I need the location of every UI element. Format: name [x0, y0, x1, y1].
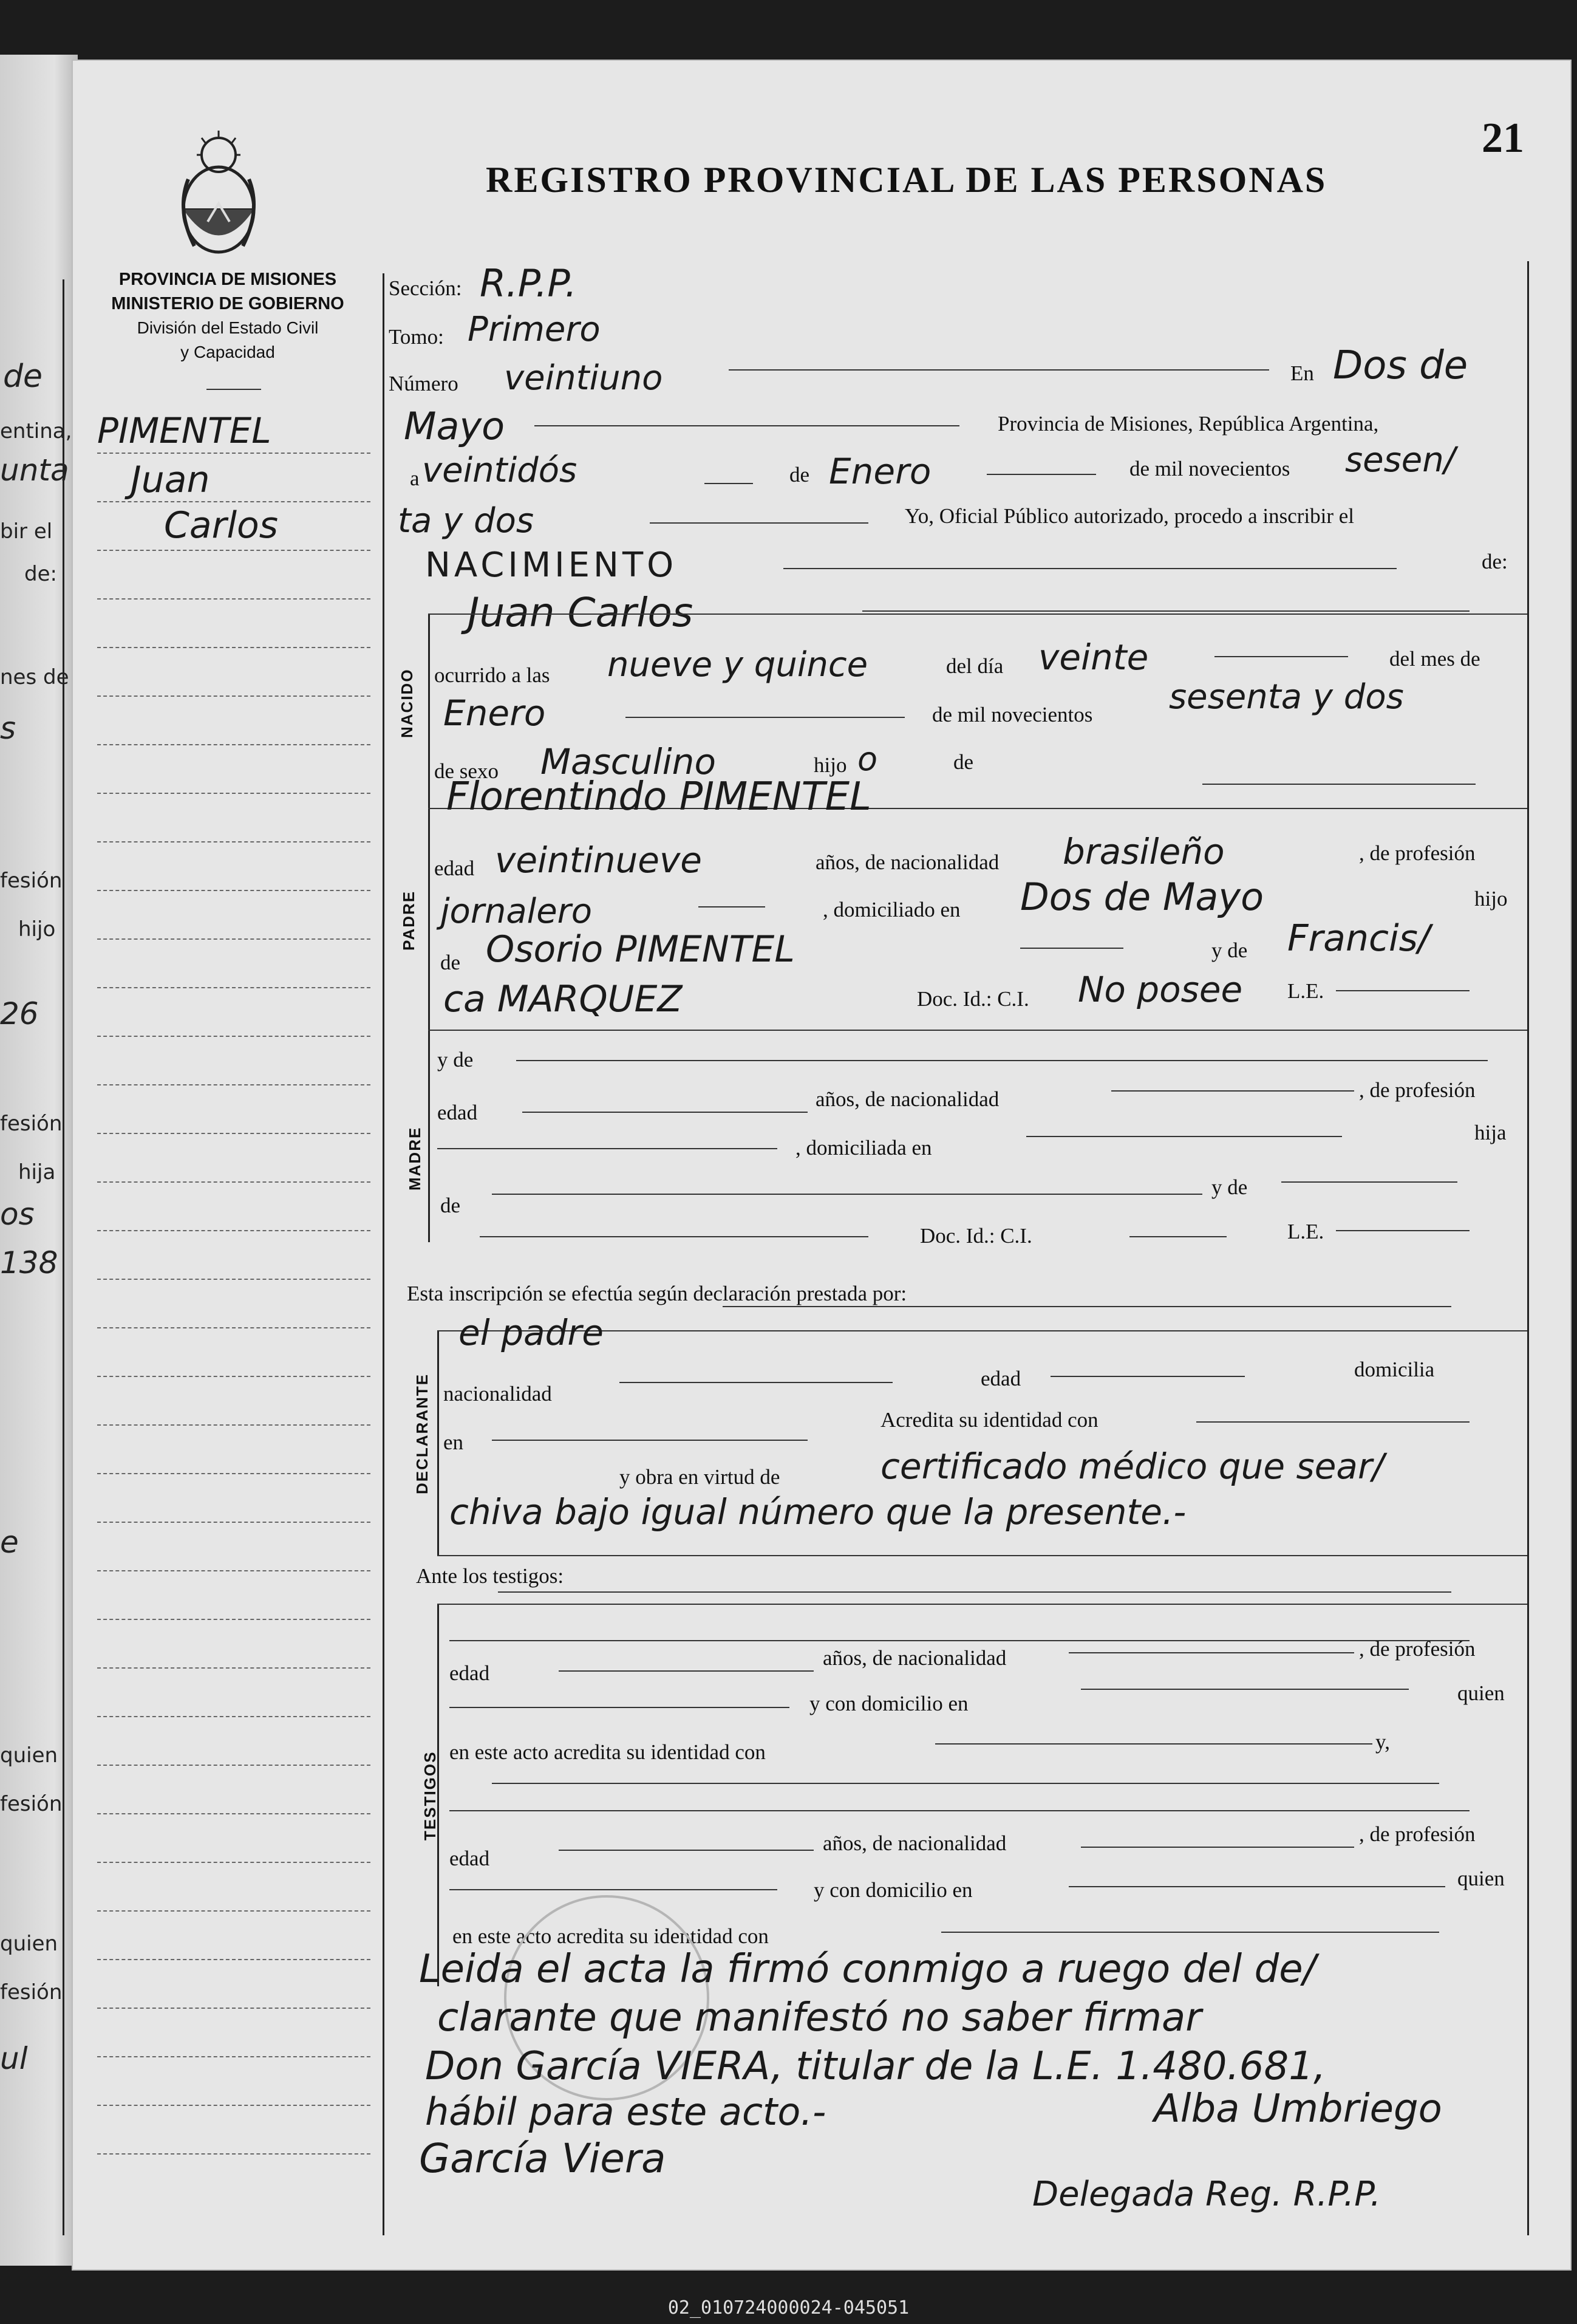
- fill-line: [862, 610, 1470, 612]
- month-value: Enero: [829, 451, 932, 492]
- fill-line: [1196, 1421, 1470, 1423]
- stub-line: [97, 1813, 370, 1814]
- stub-line: [97, 938, 370, 940]
- section-border: [437, 1330, 439, 1555]
- testigo1-edad-label: edad: [449, 1661, 490, 1685]
- stub-line: [97, 453, 370, 454]
- stub-line: [97, 695, 370, 697]
- declarante-section-label: DECLARANTE: [413, 1373, 431, 1494]
- ministry-label: MINISTERIO DE GOBIERNO: [111, 294, 344, 313]
- fill-line: [1336, 990, 1470, 991]
- official-statement: Yo, Oficial Público autorizado, procedo a inscribir el: [905, 504, 1355, 528]
- paternal-grandmother-cont: ca MARQUEZ: [443, 978, 683, 1020]
- fill-line: [1069, 1652, 1354, 1653]
- left-fragment: quien: [0, 1932, 58, 1956]
- left-fragment: quien: [0, 1743, 58, 1768]
- left-fragment: bir el: [0, 519, 53, 544]
- fill-line: [1129, 1236, 1227, 1237]
- stub-line: [97, 793, 370, 794]
- day-value: veintidós: [422, 451, 577, 490]
- fill-line: [1281, 1181, 1457, 1183]
- fill-line: [619, 1382, 893, 1383]
- father-name: Florentindo PIMENTEL: [446, 774, 871, 819]
- nacido-section-label: NACIDO: [398, 668, 416, 738]
- fill-line: [704, 483, 753, 484]
- fill-line: [1081, 1847, 1354, 1848]
- yde-label: y de: [1211, 938, 1248, 962]
- numero-label: Número: [389, 372, 458, 395]
- fill-line: [498, 1591, 1451, 1593]
- fill-line: [516, 1060, 1488, 1061]
- de-parent-label: de: [953, 750, 974, 774]
- act-value: NACIMIENTO: [425, 545, 678, 585]
- closing-line: clarante que manifestó no saber firmar: [437, 1995, 1202, 2040]
- stub-line: [97, 1570, 370, 1571]
- fill-line: [1051, 1376, 1245, 1377]
- stub-line: [97, 1716, 370, 1717]
- fill-line: [449, 1640, 1470, 1641]
- profesion-value: jornalero: [440, 892, 592, 931]
- fill-line: [1020, 948, 1123, 949]
- testigo2-nacionalidad-label: años, de nacionalidad: [823, 1831, 1007, 1855]
- left-fragment: nes de: [0, 665, 69, 689]
- fill-line: [783, 568, 1397, 569]
- left-fragment: hijo: [18, 917, 56, 942]
- testigo1-quien-label: quien: [1457, 1681, 1505, 1705]
- en-label: En: [1290, 361, 1314, 385]
- stub-line: [97, 1279, 370, 1280]
- testigos-intro: Ante los testigos:: [416, 1564, 564, 1588]
- testigo2-quien-label: quien: [1457, 1867, 1505, 1890]
- left-handwriting: e: [0, 1525, 19, 1560]
- stub-line: [97, 2105, 370, 2106]
- declarante-acredita-label: Acredita su identidad con: [880, 1408, 1098, 1432]
- declarante-obra-label: y obra en virtud de: [619, 1465, 780, 1489]
- witness-signature: García Viera: [419, 2135, 666, 2182]
- madre-de-label: de: [440, 1194, 461, 1217]
- fill-line: [449, 1810, 1470, 1811]
- left-fragment: fesión: [0, 1112, 63, 1136]
- official-title: Delegada Reg. R.P.P.: [1032, 2175, 1381, 2214]
- numero-value: veintiuno: [504, 358, 663, 398]
- closing-line: hábil para este acto.-: [425, 2090, 826, 2134]
- mil-born-label: de mil novecientos: [932, 703, 1093, 726]
- month-born-value: Enero: [443, 692, 546, 734]
- stub-line: [97, 987, 370, 988]
- seccion-label: Sección:: [389, 276, 462, 300]
- fill-line: [941, 1932, 1439, 1933]
- sexo-label: de sexo: [434, 759, 499, 783]
- declarante-domicilia-label: domicilia: [1354, 1358, 1435, 1381]
- fill-line: [1069, 1886, 1445, 1887]
- issuing-department: [85, 267, 370, 364]
- declarante-nacionalidad-label: nacionalidad: [443, 1382, 552, 1406]
- madre-yde2-label: y de: [1211, 1175, 1248, 1199]
- testigo1-acredita-label: en este acto acredita su identidad con: [449, 1740, 766, 1764]
- testigo2-profesion-label: , de profesión: [1359, 1822, 1476, 1846]
- fill-line: [449, 1889, 777, 1890]
- form-border-right: [1527, 261, 1529, 2235]
- testigo2-domicilio-label: y con domicilio en: [814, 1878, 973, 1902]
- division-label-2: y Capacidad: [180, 343, 275, 361]
- left-handwriting: 138: [0, 1245, 58, 1280]
- fill-line: [534, 425, 959, 426]
- stub-line: [97, 744, 370, 745]
- stub-line: [97, 890, 370, 891]
- left-handwriting: s: [0, 711, 16, 746]
- fill-line: [987, 474, 1096, 475]
- page-number: 21: [1482, 115, 1524, 162]
- madre-le-label: L.E.: [1287, 1220, 1324, 1243]
- fill-line: [698, 906, 765, 907]
- testigo1-domicilio-label: y con domicilio en: [809, 1692, 969, 1715]
- day-born-value: veinte: [1038, 637, 1149, 678]
- stub-line: [97, 2056, 370, 2057]
- left-fragment: fesión: [0, 1980, 63, 2004]
- closing-line: Don García VIERA, titular de la L.E. 1.480.681,: [425, 2044, 1326, 2089]
- margin-surname: PIMENTEL: [97, 410, 271, 451]
- left-fragment: fesión: [0, 869, 63, 893]
- stub-line: [97, 1522, 370, 1523]
- declarante-obra-value: certificado médico que sear/: [880, 1446, 1385, 1487]
- fill-line: [729, 369, 1269, 371]
- stub-line: [97, 501, 370, 502]
- padre-hijo-label: hijo: [1474, 887, 1508, 911]
- fill-line: [723, 1306, 1451, 1307]
- stub-line: [97, 1667, 370, 1669]
- coat-of-arms-icon: [170, 131, 267, 261]
- fill-line: [480, 1236, 868, 1237]
- sexo-value: Masculino: [540, 741, 716, 782]
- stub-line: [97, 1376, 370, 1377]
- child-name: Juan Carlos: [468, 589, 693, 636]
- official-signature: Alba Umbriego: [1154, 2086, 1442, 2131]
- stub-line: [97, 550, 370, 551]
- fill-line: [559, 1850, 814, 1851]
- stub-line: [97, 1230, 370, 1231]
- division-label: División del Estado Civil: [137, 318, 319, 337]
- stub-line: [97, 1862, 370, 1863]
- previous-page-edge: [0, 55, 78, 2266]
- en-value-cont: Mayo: [404, 404, 505, 448]
- form-border: [383, 273, 384, 2235]
- stub-line: [97, 598, 370, 600]
- stub-line: [97, 1133, 370, 1134]
- left-fragment: de: [3, 358, 43, 395]
- fill-line: [1026, 1136, 1342, 1137]
- declarante-intro: Esta inscripción se efectúa según declaración prestada por:: [407, 1282, 907, 1305]
- de-label: de: [789, 463, 810, 487]
- madre-nacionalidad-label: años, de nacionalidad: [816, 1087, 1000, 1111]
- testigo2-acredita-label: en este acto acredita su identidad con: [452, 1924, 769, 1948]
- dia-label: del día: [946, 654, 1004, 678]
- edad-label: edad: [434, 856, 475, 880]
- testigos-section-label: TESTIGOS: [421, 1751, 439, 1840]
- fill-line: [437, 1148, 777, 1149]
- madre-section-label: MADRE: [406, 1126, 424, 1191]
- fill-line: [449, 1707, 789, 1708]
- left-fragment: hija: [18, 1160, 56, 1184]
- mil-label: de mil novecientos: [1129, 457, 1290, 480]
- testigo1-nacionalidad-label: años, de nacionalidad: [823, 1646, 1007, 1670]
- fill-line: [935, 1743, 1372, 1745]
- fill-line: [1214, 656, 1348, 657]
- le-label: L.E.: [1287, 979, 1324, 1003]
- doc-label: Doc. Id.: C.I.: [917, 987, 1029, 1011]
- testigo1-y-label: y,: [1375, 1730, 1390, 1754]
- doc-value: No posee: [1078, 969, 1243, 1010]
- mes-label: del mes de: [1389, 647, 1480, 671]
- left-fragment: entina,: [0, 419, 72, 443]
- margin-first-name: Juan: [131, 459, 210, 501]
- stub-border: [63, 279, 64, 2235]
- madre-edad-label: edad: [437, 1101, 478, 1124]
- paternal-grandfather: Osorio PIMENTEL: [486, 928, 795, 971]
- declarante-en-label: en: [443, 1430, 464, 1454]
- de-colon-label: de:: [1482, 550, 1508, 573]
- left-fragment: fesión: [0, 1792, 63, 1816]
- hour-value: nueve y quince: [607, 645, 868, 685]
- province-text: Provincia de Misiones, República Argentina,: [998, 412, 1379, 436]
- seccion-value: R.P.P.: [480, 261, 577, 306]
- fill-line: [559, 1670, 814, 1672]
- stub-line: [97, 1084, 370, 1085]
- fill-line: [492, 1440, 808, 1441]
- left-fragment: de:: [24, 562, 57, 586]
- tomo-value: Primero: [468, 310, 601, 349]
- declarante-obra-value-cont: chiva bajo igual número que la presente.-: [449, 1491, 1187, 1533]
- stub-line: [97, 1036, 370, 1037]
- stub-line: [97, 1619, 370, 1620]
- nacionalidad-label: años, de nacionalidad: [816, 850, 1000, 874]
- section-rule: [437, 1555, 1527, 1556]
- stub-line: [97, 2008, 370, 2009]
- year-born-value: sesenta y dos: [1169, 677, 1404, 717]
- nacionalidad-value: brasileño: [1063, 831, 1225, 872]
- madre-yde-label: y de: [437, 1048, 474, 1071]
- declarante-edad-label: edad: [981, 1367, 1021, 1390]
- stub-line: [97, 1424, 370, 1426]
- fill-line: [522, 1112, 808, 1113]
- domicilio-label: , domiciliado en: [823, 898, 961, 921]
- madre-doc-label: Doc. Id.: C.I.: [920, 1224, 1032, 1248]
- de-label: de: [440, 951, 461, 974]
- madre-profesion-label: , de profesión: [1359, 1078, 1476, 1102]
- year-value: sesen/: [1345, 440, 1456, 480]
- madre-domicilio-label: , domiciliada en: [795, 1136, 932, 1160]
- fill-line: [650, 522, 868, 524]
- fill-line: [1111, 1090, 1354, 1092]
- province-label: PROVINCIA DE MISIONES: [118, 270, 337, 289]
- fill-line: [1336, 1230, 1470, 1231]
- section-rule: [437, 1604, 1527, 1605]
- madre-hija-label: hija: [1474, 1121, 1507, 1144]
- stub-line: [97, 647, 370, 648]
- profesion-label: , de profesión: [1359, 841, 1476, 865]
- stub-line: [97, 841, 370, 842]
- fill-line: [492, 1783, 1439, 1784]
- stub-line: [97, 1959, 370, 1960]
- a-label: a: [410, 467, 420, 490]
- ocurrido-label: ocurrido a las: [434, 663, 550, 687]
- paternal-grandmother: Francis/: [1287, 917, 1431, 960]
- stub-line: [97, 1181, 370, 1183]
- padre-section-label: PADRE: [400, 890, 418, 951]
- section-rule: [428, 1030, 1527, 1031]
- tomo-label: Tomo:: [389, 325, 444, 349]
- declarante-value: el padre: [458, 1312, 604, 1353]
- hijo-label: hijo: [814, 753, 847, 777]
- stub-line: [97, 1473, 370, 1474]
- page-title: REGISTRO PROVINCIAL DE LAS PERSONAS: [486, 160, 1327, 200]
- fill-line: [625, 717, 905, 718]
- margin-second-name: Carlos: [164, 504, 278, 547]
- left-handwriting: os: [0, 1197, 35, 1232]
- closing-line: Leida el acta la firmó conmigo a ruego del de/: [419, 1947, 1316, 1992]
- edad-value: veintinueve: [495, 839, 702, 881]
- left-handwriting: 26: [0, 996, 39, 1031]
- register-sheet: [72, 60, 1572, 2271]
- testigo2-edad-label: edad: [449, 1847, 490, 1870]
- section-border: [428, 613, 430, 1242]
- left-handwriting: ul: [0, 2041, 28, 2076]
- document-id: 02_010724000024-045051: [667, 2297, 910, 2319]
- fill-line: [1202, 784, 1476, 785]
- domicilio-value: Dos de Mayo: [1020, 875, 1264, 919]
- stub-line: [97, 1765, 370, 1766]
- stub-line: [97, 1327, 370, 1328]
- section-rule: [428, 613, 1527, 615]
- left-handwriting: unta: [0, 453, 69, 488]
- hijo-value: o: [857, 740, 878, 778]
- stub-line: [97, 1910, 370, 1912]
- en-value: Dos de: [1333, 343, 1468, 388]
- fill-line: [1081, 1689, 1409, 1690]
- fill-line: [492, 1194, 1202, 1195]
- year-value-cont: ta y dos: [398, 501, 534, 541]
- testigo1-profesion-label: , de profesión: [1359, 1637, 1476, 1661]
- stub-line: [97, 2153, 370, 2155]
- divider: [206, 389, 261, 390]
